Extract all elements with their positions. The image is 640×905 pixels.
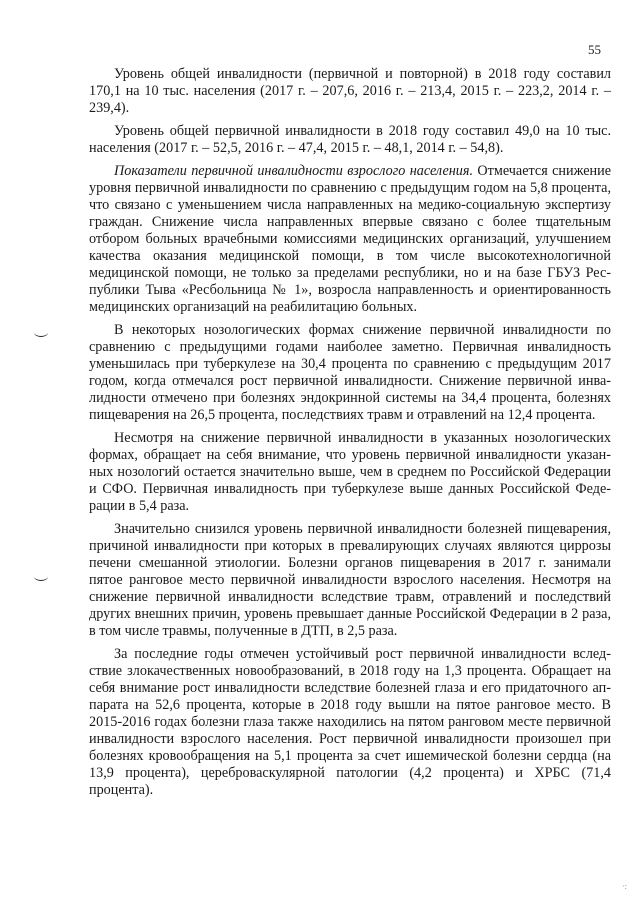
margin-bracket-mark (34, 572, 48, 581)
paragraph-comparison-rf (89, 430, 611, 515)
paragraph-growth-trends (89, 646, 611, 799)
paragraph-text: Несмотря на снижение первичной инвалидности в указанных нозологических формах, обращает на себя внимание, что уровень первичной инвалидности указанных нозологий остается значительно выше, чем в среднем по Российской Федерации и СФО. Первичная инвалидность при туберкулезе выше данных Российской Федерации в 5,4 раза. (89, 430, 611, 514)
paragraph-text: Значительно снизился уровень первичной инвалидности болезней пищеварения, причиной инвалидности при которых в превалирующих случаях являются циррозы печени смешанной этиологии. Болезни органов пищеварения в 2017 г. занимали пятое ранговое место первичной инвалидности взрослого населения. Несмотря на снижение первичной инвалидности вследствие травм, отравлений и последствий других внешних причин, уровень превышает данные Российской Федерации в 2 раза, в том числе травмы, полученные в ДТП, в 2,5 раза. (89, 521, 611, 639)
paragraph-text: За последние годы отмечен устойчивый рост первичной инвалидности вследствие злокачественных новообразований, в 2018 году на 1,3 процента. Обращает на себя внимание рост инвалидности вследствие болезней глаза и его придаточного аппарата на 52,6 процента, которые в 2018 году вышли на пятое ранговое место. В 2015-2016 годах болезни глаза также находились на пятом ранговом месте первичной инвалидности взрослого населения. Рост первичной инвалидности произошел при болезнях кровообращения на 5,1 процента за счет ишемической болезни сердца (на 13,9 процента), цереброваскулярной патологии (4,2 процента) и ХРБС (71,4 процента). (89, 646, 611, 798)
paragraph-text: Уровень общей инвалидности (первичной и повторной) в 2018 году составил 170,1 на 10 тыс. населения (2017 г. – 207,6, 2016 г. – 213,4, 2015 г. – 223,2, 2014 г. – 239,4). (89, 66, 611, 116)
margin-bracket-mark (34, 328, 48, 337)
paragraph-italic-lead: Показатели первичной инвалидности взрослого населения. (114, 163, 474, 179)
paragraph-adult-indicators (89, 163, 611, 316)
document-body (89, 66, 611, 805)
paragraph-primary-disability (89, 123, 611, 157)
paragraph-text: Отмечается снижение уровня первичной инвалидности по сравнению с предыдущим годом на 5,8 процента, что связано с уменьшением числа направленных на медико-социальную экспертизу граждан. Снижение числа направленных впервые связано с более тщательным отбором больных врачебными комиссиями медицинских организаций, улучшением качества оказания медицинской помощи, в том числе высокотехнологичной медицинской помощи, не только за пределами республики, но и на базе ГБУЗ Республики Тыва «Ресбольница № 1», возросла направленность и ориентированность медицинских организаций на реабилитацию больных. (89, 163, 611, 315)
paragraph-total-disability (89, 66, 611, 117)
paragraph-text: В некоторых нозологических формах снижение первичной инвалидности по сравнению с предыдущими годами наиболее заметно. Первичная инвалидность уменьшилась при туберкулезе на 30,4 процента по сравнению с предыдущим 2017 годом, когда отмечался рост первичной инвалидности. Снижение первичной инвалидности отмечено при болезнях эндокринной системы на 34,4 процента, болезнях пищеварения на 26,5 процента, последствиях травм и отравлений на 12,4 процента. (89, 322, 611, 423)
page-number: 55 (588, 42, 601, 57)
scan-artifact: ·: (622, 882, 627, 891)
paragraph-nosological-forms (89, 322, 611, 424)
paragraph-text: Уровень общей первичной инвалидности в 2018 году составил 49,0 на 10 тыс. населения (2017 г. – 52,5, 2016 г. – 47,4, 2015 г. – 48,1, 2014 г. – 54,8). (89, 123, 611, 156)
paragraph-digestive-diseases (89, 521, 611, 640)
